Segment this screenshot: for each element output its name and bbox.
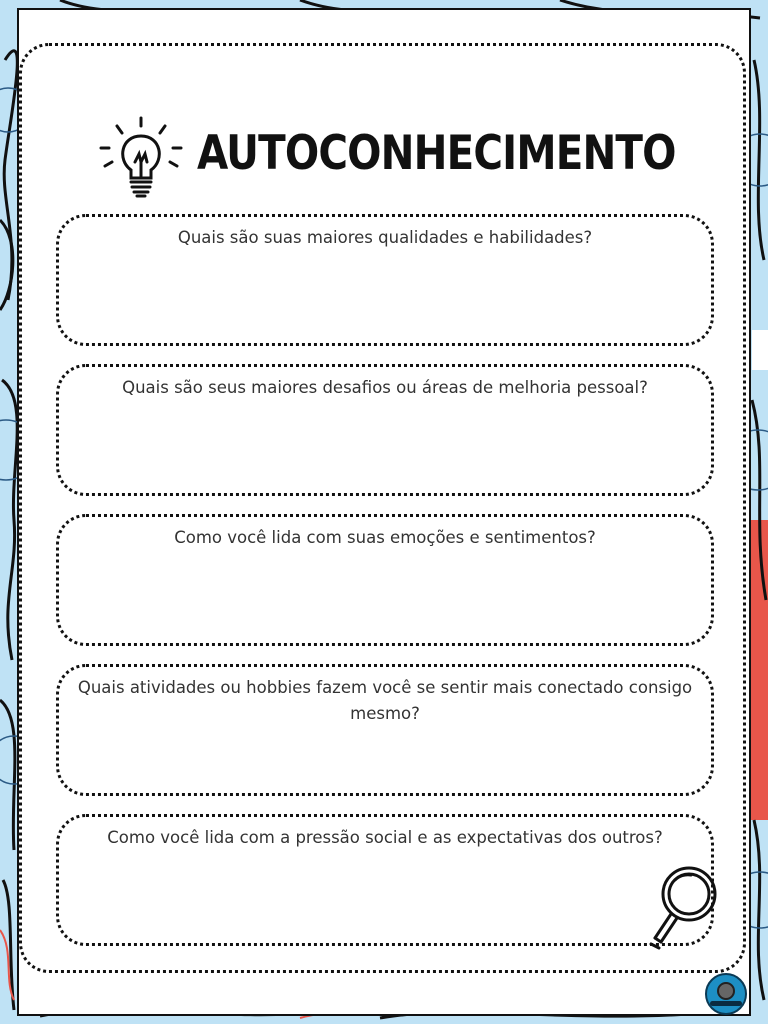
question-box-5[interactable] bbox=[56, 814, 714, 946]
magnifying-glass-icon bbox=[645, 862, 723, 950]
question-text-4: Quais atividades ou hobbies fazem você se sentir mais conectado consigo mesmo? bbox=[77, 678, 693, 723]
question-text-3: Como você lida com suas emoções e sentimentos? bbox=[174, 528, 596, 547]
question-box-4[interactable] bbox=[56, 664, 714, 796]
logo-banner bbox=[710, 1001, 742, 1006]
logo-emblem bbox=[717, 982, 735, 1000]
question-box-2[interactable] bbox=[56, 364, 714, 496]
logo-badge bbox=[705, 973, 747, 1015]
lightbulb-icon bbox=[95, 114, 187, 204]
page-title: AUTOCONHECIMENTO bbox=[197, 126, 676, 181]
question-text-2: Quais são seus maiores desafios ou áreas de melhoria pessoal? bbox=[122, 378, 648, 397]
question-box-1[interactable] bbox=[56, 214, 714, 346]
title-row bbox=[95, 112, 676, 204]
question-text-1: Quais são suas maiores qualidades e habilidades? bbox=[177, 228, 593, 247]
question-text-5: Como você lida com a pressão social e as expectativas dos outros? bbox=[107, 828, 663, 847]
question-box-3[interactable] bbox=[56, 514, 714, 646]
